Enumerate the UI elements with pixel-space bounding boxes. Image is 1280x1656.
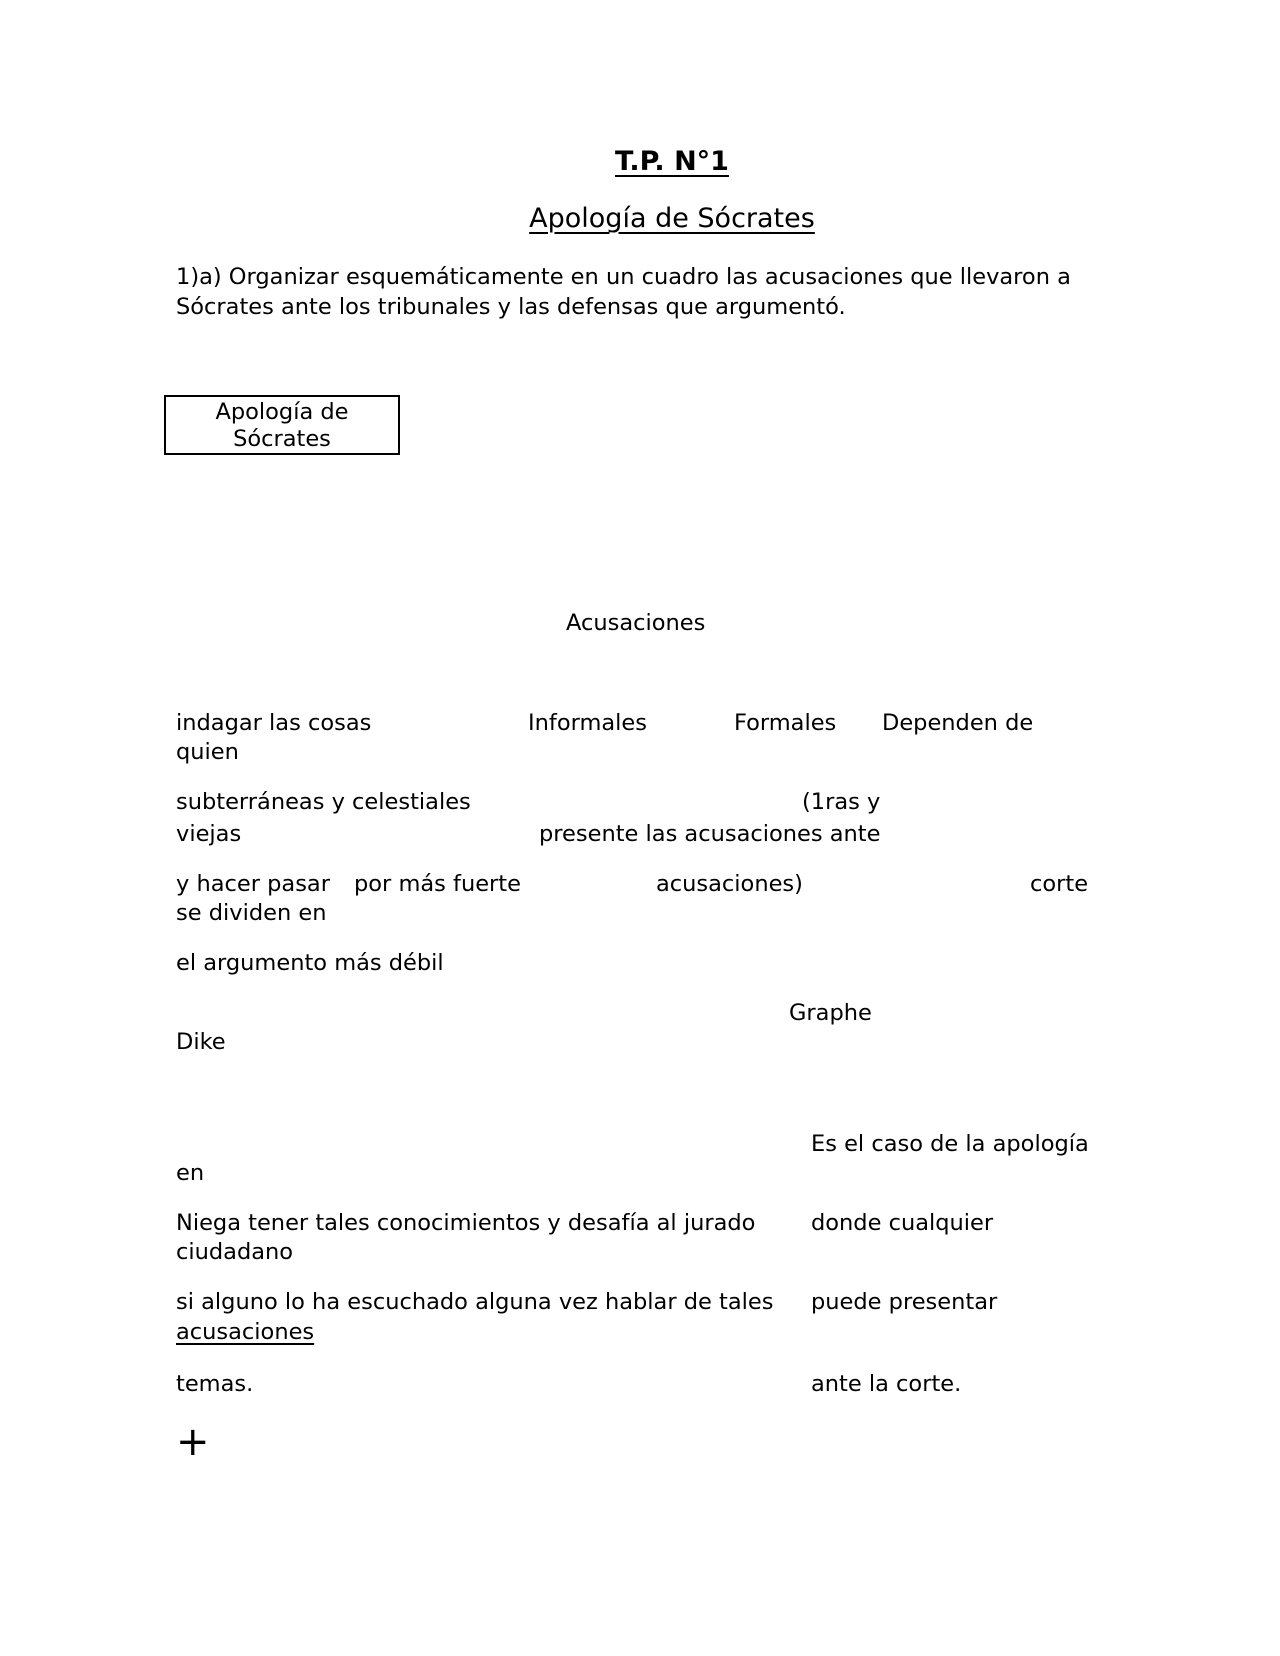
dependen-label: Dependen de — [882, 710, 1034, 736]
presente-label: presente las acusaciones ante — [539, 821, 881, 847]
ciudadano-label: ciudadano — [176, 1239, 294, 1265]
quien-label: quien — [176, 739, 239, 765]
puede-label: puede presentar — [811, 1289, 998, 1315]
row1-left: indagar las cosas — [176, 710, 372, 736]
acusaciones-underlined: acusaciones — [176, 1319, 315, 1345]
donde-label: donde cualquier — [811, 1210, 994, 1236]
formales-label: Formales — [734, 710, 837, 736]
apologia-box-line-1: Apología de — [215, 399, 349, 425]
temas-label: temas. — [176, 1371, 254, 1397]
page-title: T.P. N°1 — [615, 146, 729, 177]
acusaciones-paren-label: acusaciones) — [656, 871, 803, 897]
viejas-label: viejas — [176, 821, 242, 847]
apologia-box — [164, 395, 400, 455]
dividen-label: se dividen en — [176, 900, 327, 926]
fuerte-label: por más fuerte — [354, 871, 521, 897]
apologia-box-line-2: Sócrates — [233, 426, 331, 452]
dike-label: Dike — [176, 1029, 226, 1055]
si-label: si alguno lo ha escuchado alguna vez hablar de tales — [176, 1289, 774, 1315]
corte-label: corte — [1030, 871, 1089, 897]
ante-label: ante la corte. — [811, 1371, 962, 1397]
plus-icon: + — [176, 1419, 210, 1465]
row2-left: subterráneas y celestiales — [176, 789, 471, 815]
page-subtitle: Apología de Sócrates — [529, 203, 815, 234]
graphe-label: Graphe — [789, 1000, 872, 1026]
acusaciones-label: Acusaciones — [566, 610, 706, 636]
row4-left: el argumento más débil — [176, 950, 444, 976]
question-line-1: 1)a) Organizar esquemáticamente en un cuadro las acusaciones que llevaron a — [176, 264, 1071, 290]
question-line-2: Sócrates ante los tribunales y las defensas que argumentó. — [176, 294, 846, 320]
informales-label: Informales — [528, 710, 647, 736]
primeras-label: (1ras y — [802, 789, 881, 815]
en-label: en — [176, 1160, 205, 1186]
caso-label: Es el caso de la apología — [811, 1131, 1089, 1157]
niega-label: Niega tener tales conocimientos y desafía al jurado — [176, 1210, 756, 1236]
row3-left: y hacer pasar — [176, 871, 330, 897]
